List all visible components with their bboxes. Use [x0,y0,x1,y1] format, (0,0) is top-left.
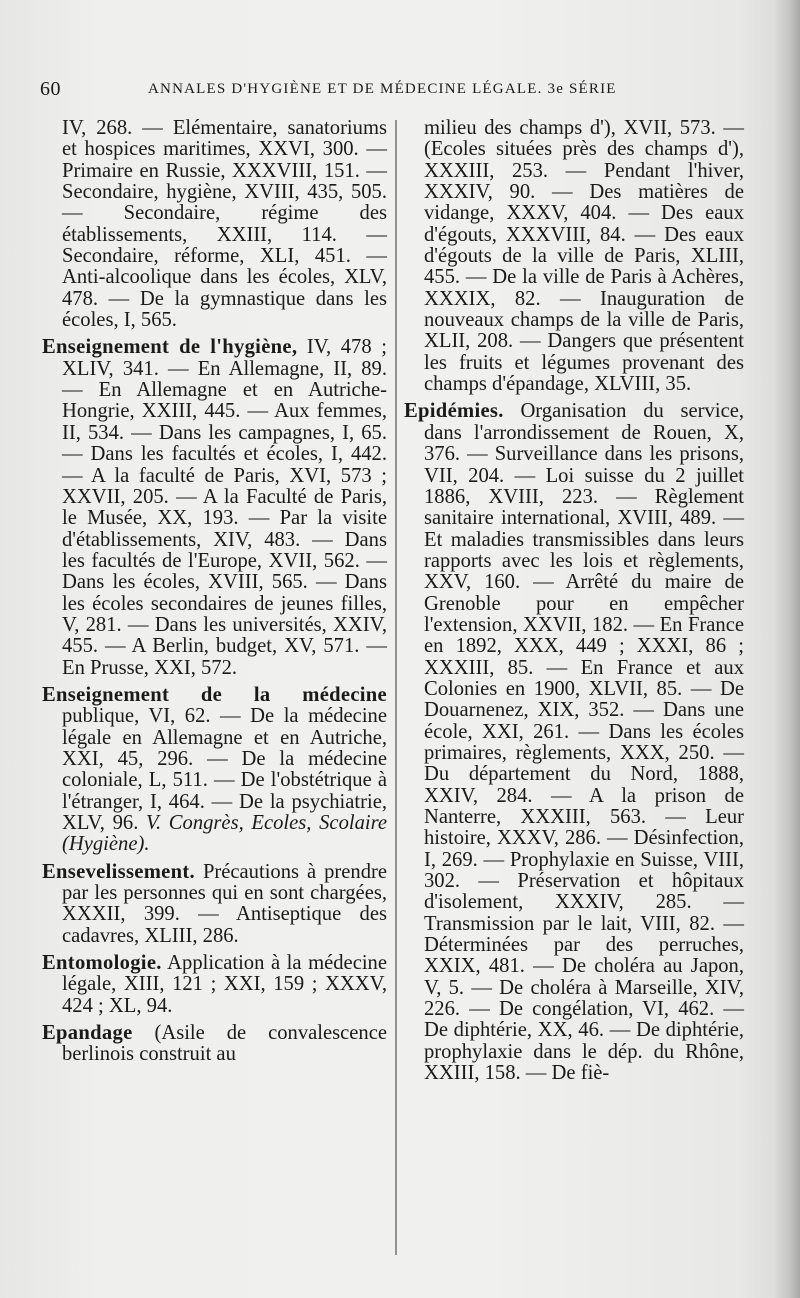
entry-text: Application à la médecine légale, XIII, 121 ; XXI, 159 ; XXXV, 424 ; XL, 94. [62,952,387,1017]
continuation-paragraph [404,118,744,395]
book-spine-shadow [774,0,800,1298]
entry-heading: Entomologie. [42,952,162,975]
left-column [42,118,387,1072]
index-entry [42,862,387,947]
page-number: 60 [40,78,61,100]
index-entry [42,953,387,1017]
index-entry [404,401,744,1084]
entry-text: Organisation du service, dans l'arrondissement de Rouen, X, 376. — Surveillance dans les prisons, VII, 204. — Loi suisse du 2 juillet 1886, XVIII, 223. — Règlement sanitaire international, XVIII, 489. — Et maladies transmissibles dans leurs rapports avec les lois et règlements, XXV, 160. — Arrêté du maire de Grenoble pour en empêcher l'extension, XXVII, 182. — En France en 1892, XXX, 449 ; XXXI, 86 ; XXXIII, 85. — En France et aux Colonies en 1900, XLVII, 85. — De Douarnenez, XIX, 352. — Dans une école, XXI, 261. — Dans les écoles primaires, règlements, XXX, 250. — Du département du Nord, 1888, XXIV, 284. — A la prison de Nanterre, XXXIII, 563. — Leur histoire, XXXV, 286. — Désinfection, I, 269. — Prophylaxie en Suisse, VIII, 302. — Préservation et hôpitaux d'isolement, XXXIV, 285. — Transmission par le lait, VIII, 82. — Déterminées par des perruches, XXIX, 481. — De choléra au Japon, V, 5. — De choléra à Marseille, XIV, 226. — De congélation, VI, 462. — De diphtérie, XX, 46. — De diphtérie, prophylaxie dans le dép. du Rhône, XXIII, 158. — De fiè- [424,400,744,1085]
index-entry [42,1023,387,1066]
continuation-paragraph [42,118,387,331]
continuation-text: milieu des champs d'), XVII, 573. — (Ecoles situées près des champs d'), XXXIII, 253. — Pendant l'hiver, XXXIV, 90. — Des matières de vidange, XXXV, 404. — Des eaux d'égouts, XXXVIII, 84. — Des eaux d'égouts de la ville de Paris, XLIII, 455. — De la ville de Paris à Achères, XXXIX, 82. — Inauguration de nouveaux champs de la ville de Paris, XLII, 208. — Dangers que présentent les fruits et légumes provenant des champs d'épandage, XLVIII, 35. [424,117,744,396]
entry-text: publique, VI, 62. — De la médecine légale en Allemagne et en Autriche, XXI, 45, 296. — De la médecine coloniale, L, 511. — De l'obstétrique à l'étranger, I, 464. — De la psychiatrie, XLV, 96. [62,705,387,834]
entry-text: IV, 478 ; XLIV, 341. — En Allemagne, II, 89. — En Allemagne et en Autriche-Hongrie, XXIII, 445. — Aux femmes, II, 534. — Dans les campagnes, I, 65. — Dans les facultés et écoles, I, 442. — A la faculté de Paris, XVI, 573 ; XXVII, 205. — A la Faculté de Paris, le Musée, XX, 193. — Par la visite d'établissements, XIV, 483. — Dans les facultés de l'Europe, XVII, 562. — Dans les écoles, XVIII, 565. — Dans les écoles secondaires de jeunes filles, V, 281. — Dans les universités, XXIV, 455. — A Berlin, budget, XV, 571. — En Prusse, XXI, 572. [62,336,387,679]
entry-heading: Enseignement de l'hygiène, [42,336,298,359]
entry-heading: Epidémies. [404,400,504,423]
right-column [404,118,744,1090]
entry-heading: Enseignement de la médecine [42,683,387,706]
continuation-text: IV, 268. — Elémentaire, sanatoriums et hospices maritimes, XXVI, 300. — Primaire en Russie, XXXVIII, 151. — Secondaire, hygiène, XVIII, 435, 505. — Secondaire, régime des établissements, XXIII, 114. — Secondaire, réforme, XLI, 451. — Anti-alcoolique dans les écoles, XLV, 478. — De la gymnastique dans les écoles, I, 565. [62,117,387,332]
entry-heading: Ensevelissement. [42,860,195,883]
see-also-reference: V. Congrès, Ecoles, Scolaire (Hygiène). [62,812,387,856]
page-header [40,78,760,104]
entry-heading: Epandage [42,1022,133,1045]
entry-text: Précautions à prendre par les personnes qui en sont chargées, XXXII, 399. — Antiseptique des cadavres, XLIII, 286. [62,860,387,947]
index-entry [42,337,387,679]
column-divider [395,120,397,1255]
entry-text: (Asile de convalescence berlinois construit au [62,1022,387,1066]
running-title: ANNALES D'HYGIÈNE ET DE MÉDECINE LÉGALE. 3e SÉRIE [148,81,617,97]
index-entry [42,685,387,856]
